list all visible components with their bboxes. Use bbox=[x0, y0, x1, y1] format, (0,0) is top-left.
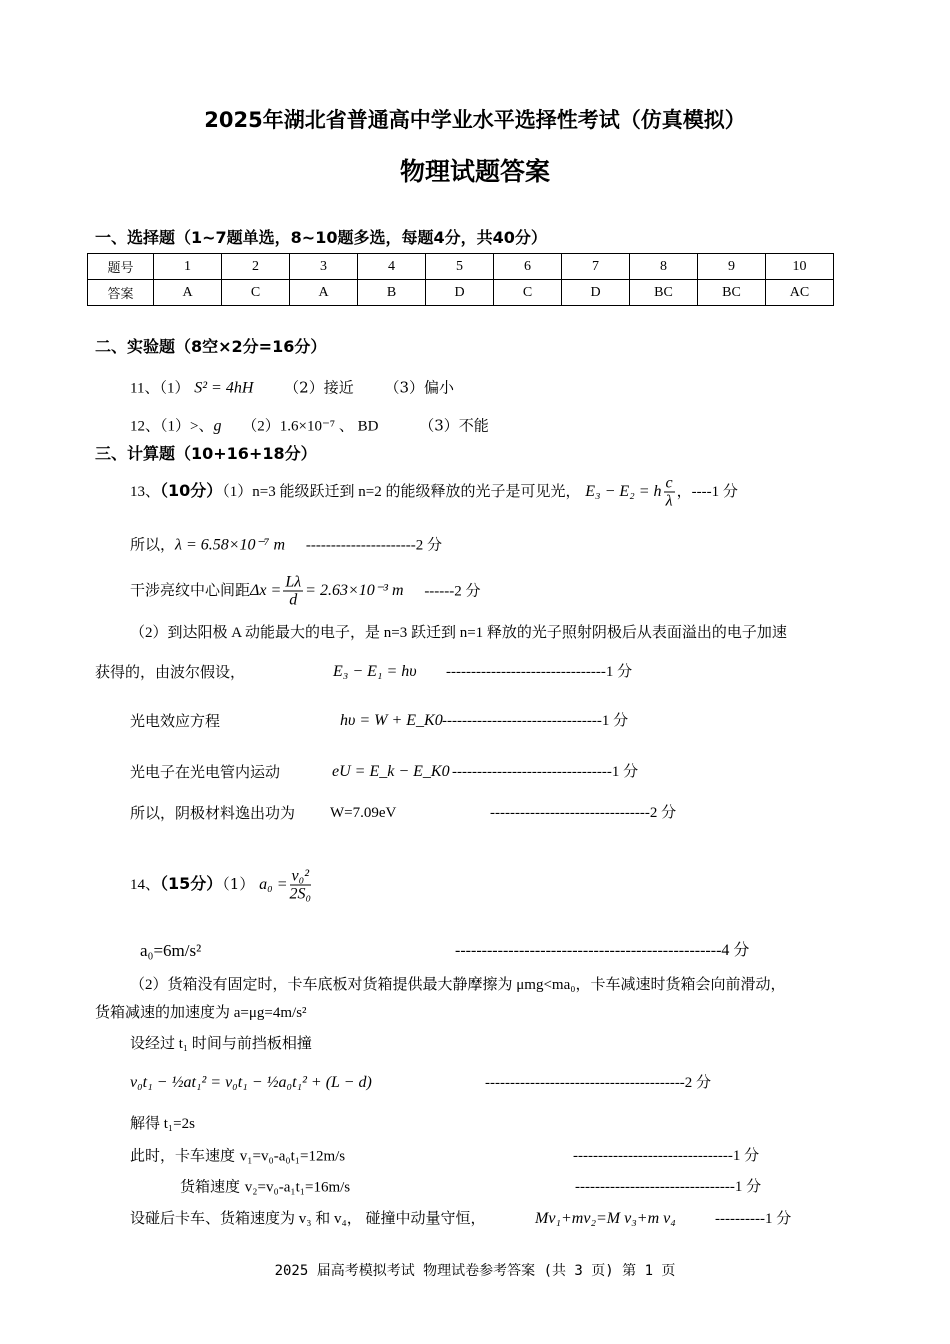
question-number: 2 bbox=[222, 254, 290, 280]
answer-cell: AC bbox=[766, 280, 834, 306]
q13-line2: 所以，λ = 6.58×10⁻⁷ m ----------------------2 分 bbox=[130, 535, 443, 554]
question-number: 5 bbox=[426, 254, 494, 280]
q14-line8: 此时，卡车速度 v₁=v₀-a₀t₁=12m/s bbox=[130, 1146, 346, 1165]
q13-line7-score: --------------------------------1 分 bbox=[452, 764, 639, 780]
q14-line10: 设碰后卡车、货箱速度为 v₃ 和 v₄， 碰撞中动量守恒， bbox=[130, 1211, 486, 1227]
q12-answer: 12、（1）>、g （2）1.6×10⁻⁷ 、 BD （3）不能 bbox=[130, 416, 489, 435]
q13-line7-formula: eU = E_k − E_K0 bbox=[332, 763, 450, 780]
answer-cell: C bbox=[494, 280, 562, 306]
answer-table bbox=[87, 253, 834, 306]
q14-line10-score: ----------1 分 bbox=[715, 1211, 792, 1227]
document-subtitle: 物理试题答案 bbox=[399, 157, 550, 186]
q14-line1: 14、（15分）（1） a₀ = $\frac{\text{v₀²}}{\text{2S₀}}$ bbox=[130, 867, 312, 903]
q13-line6: 光电效应方程 bbox=[130, 712, 221, 730]
table-row-questions bbox=[88, 254, 834, 280]
document-title: 2025年湖北省普通高中学业水平选择性考试（仿真模拟） bbox=[204, 108, 746, 132]
section1-heading: 一、选择题（1~7题单选，8~10题多选，每题4分，共40分） bbox=[95, 228, 547, 247]
section2-heading: 二、实验题（8空×2分=16分） bbox=[95, 337, 327, 356]
q13-line1: 13、（10分）（1）n=3 能级跃迁到 n=2 的能级释放的光子是可见光， E₃ − E₂ = h $\frac{c}{\lambda}$ ，----1 分 bbox=[130, 474, 738, 510]
q14-line10-formula: Mv₁+mv₂=M v₃+m v₄ bbox=[535, 1210, 676, 1227]
q14-line6-formula: v₀t₁ − ½at₁² = v₀t₁ − ½a₀t₁² + (L − d) bbox=[130, 1074, 372, 1091]
q14-line7: 解得 t₁=2s bbox=[130, 1116, 195, 1132]
answer-cell: BC bbox=[698, 280, 766, 306]
q13-line6-score: --------------------------------1 分 bbox=[442, 713, 629, 729]
q14-line9-score: --------------------------------1 分 bbox=[575, 1179, 762, 1195]
q13-line5-score: --------------------------------1 分 bbox=[446, 664, 633, 680]
q13-line4: （2）到达阳极 A 动能最大的电子，是 n=3 跃迁到 n=1 释放的光子照射阴极后从表面溢出的电子加速 bbox=[130, 625, 787, 641]
q14-line8-score: --------------------------------1 分 bbox=[573, 1148, 760, 1164]
answer-cell: A bbox=[154, 280, 222, 306]
question-number: 4 bbox=[358, 254, 426, 280]
answer-cell: B bbox=[358, 280, 426, 306]
question-number: 3 bbox=[290, 254, 358, 280]
q14-line6-score: ----------------------------------------2 分 bbox=[485, 1075, 712, 1091]
q13-line3: 干涉亮纹中心间距Δx = $\frac{L\lambda}{d}$ = 2.63×10⁻³ m ------2 分 bbox=[130, 573, 481, 609]
question-number: 6 bbox=[494, 254, 562, 280]
answer-cell: D bbox=[426, 280, 494, 306]
question-number: 7 bbox=[562, 254, 630, 280]
table-row-answers bbox=[88, 280, 834, 306]
answer-cell: A bbox=[290, 280, 358, 306]
section3-heading: 三、计算题（10+16+18分） bbox=[95, 444, 317, 463]
question-number: 8 bbox=[630, 254, 698, 280]
q13-line5-formula: E₃ − E₁ = hυ bbox=[333, 663, 417, 680]
q13-line8-value: W=7.09eV bbox=[330, 805, 397, 821]
q14-line5: 设经过 t₁ 时间与前挡板相撞 bbox=[130, 1036, 312, 1052]
q14-line2: a₀=6m/s² bbox=[140, 941, 202, 960]
answer-cell: D bbox=[562, 280, 630, 306]
q14-line4: 货箱减速的加速度为 a=μg=4m/s² bbox=[95, 1005, 307, 1021]
page-footer: 2025 届高考模拟考试 物理试卷参考答案 (共 3 页) 第 1 页 bbox=[274, 1263, 676, 1279]
q11-answer: 11、（1） S² = 4hH （2）接近 （3）偏小 bbox=[130, 378, 455, 397]
q13-line7: 光电子在光电管内运动 bbox=[130, 763, 281, 781]
question-number: 1 bbox=[154, 254, 222, 280]
answer-cell: C bbox=[222, 280, 290, 306]
q13-line8-score: --------------------------------2 分 bbox=[490, 805, 677, 821]
answer-cell: BC bbox=[630, 280, 698, 306]
question-number: 9 bbox=[698, 254, 766, 280]
q14-line2-score: --------------------------------------------------4 分 bbox=[455, 942, 750, 959]
q13-line6-formula: hυ = W + E_K0 bbox=[340, 712, 443, 729]
question-number: 10 bbox=[766, 254, 834, 280]
q14-line3: （2）货箱没有固定时，卡车底板对货箱提供最大静摩擦为 μmg<ma₀，卡车减速时货箱会向前滑动， bbox=[130, 977, 786, 993]
q13-line5: 获得的，由波尔假设， bbox=[95, 663, 246, 681]
q13-line8: 所以，阴极材料逸出功为 bbox=[130, 804, 296, 822]
row-label: 题号 bbox=[88, 254, 154, 280]
q14-line9: 货箱速度 v₂=v₀-a₁t₁=16m/s bbox=[180, 1177, 351, 1196]
row-label: 答案 bbox=[88, 280, 154, 306]
